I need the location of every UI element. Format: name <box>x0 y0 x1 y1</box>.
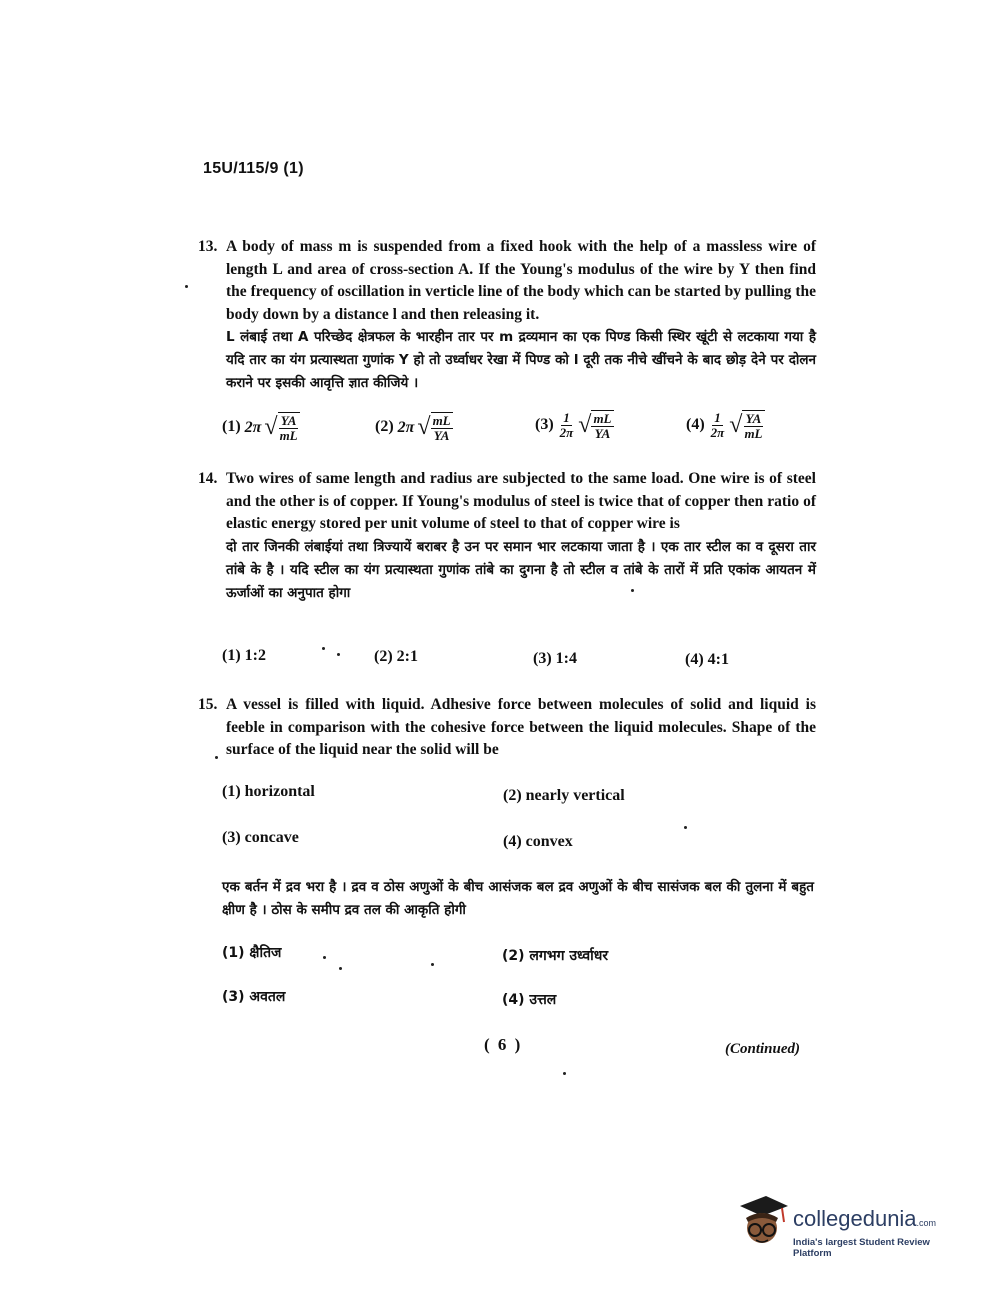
continued-label: (Continued) <box>725 1041 801 1057</box>
q15-option-2: (2) nearly vertical <box>503 787 625 804</box>
option-label: (2) <box>375 418 394 436</box>
page-number: ( 6 ) <box>484 1035 523 1054</box>
question-15 <box>198 694 816 762</box>
option-label: (1) <box>222 418 241 436</box>
formula-numerator: mL <box>432 413 451 428</box>
question-text-hindi: दो तार जिनकी लंबाईयां तथा त्रिज्यायें बराबर है उन पर समान भार लटकाया जाता है । एक तार स्टील का व दूसरा तार तांबे के है । यदि स्टील का यंग प्रत्यास्थता गुणांक तांबे का दुगना है तो स्टील व तांबे के तारों में प्रति एकांक आयतन में ऊर्जाओं का अनुपात होगा <box>226 538 816 601</box>
scan-speck <box>563 1072 566 1075</box>
brand-tagline: India's largest Student Review Platform <box>793 1237 930 1259</box>
question-number: 15. <box>198 696 218 713</box>
q13-option-4: (4) $\frac{1}{2\pi}$ √ $\frac{YA}{mL}$ <box>686 410 763 441</box>
scan-speck <box>185 285 188 288</box>
coefficient-numerator: 1 <box>714 410 721 425</box>
formula-denominator: mL <box>279 428 298 443</box>
q15-hindi-option-1: (1) क्षैतिज <box>222 945 282 961</box>
q15-hindi-option-3: (3) अवतल <box>222 989 286 1005</box>
scan-speck <box>684 826 687 829</box>
q15-hindi-option-4: (4) उत्तल <box>502 992 557 1008</box>
q13-option-3: (3) $\frac{1}{2\pi}$ √ $\frac{mL}{YA}$ <box>535 410 612 441</box>
scan-speck <box>337 653 340 656</box>
mascot-icon <box>732 1192 792 1254</box>
q15-hindi-option-2: (2) लगभग उर्ध्वाधर <box>502 948 609 964</box>
option-label: (3) <box>535 416 554 434</box>
scan-speck <box>339 967 342 970</box>
q14-option-2: (2) 2:1 <box>374 648 418 665</box>
q14-option-4: (4) 4:1 <box>685 651 729 668</box>
option-label: (4) <box>686 416 705 434</box>
question-number: 14. <box>198 470 218 487</box>
question-text-english: A body of mass m is suspended from a fixed hook with the help of a massless wire of length L and area of cross-section A. If the Young's modulus of the wire by Y then find the frequency of oscillation in verticle line of the body which can be started by pulling the body down by a distance l and then releasing it. <box>226 238 816 323</box>
question-13 <box>198 236 816 395</box>
formula-denominator: YA <box>594 426 611 441</box>
question-text-hindi: L लंबाई तथा A परिच्छेद क्षेत्रफल के भारहीन तार पर m द्रव्यमान का एक पिण्ड किसी स्थिर खूंटी से लटकाया गया है यदि तार का यंग प्रत्यास्थता गुणांक Y हो तो उर्ध्वाधर रेखा में पिण्ड को l दूरी तक नीचे खींचने के बाद छोड़ देने पर दोलन कराने पर इसकी आवृत्ति ज्ञात कीजिये । <box>226 329 816 391</box>
scan-speck <box>215 756 218 759</box>
scan-speck <box>631 589 634 592</box>
q13-option-2: (2) 2π √ $\frac{mL}{YA}$ <box>375 413 451 443</box>
question-number: 13. <box>198 238 218 255</box>
brand-suffix: .com <box>916 1218 937 1228</box>
q15-option-3: (3) concave <box>222 829 299 846</box>
question-14 <box>198 468 816 605</box>
coefficient-numerator: 1 <box>563 410 570 425</box>
collegedunia-watermark <box>732 1192 962 1262</box>
formula-coefficient: 2π <box>244 418 262 436</box>
q14-option-1: (1) 1:2 <box>222 647 266 664</box>
formula-denominator: YA <box>433 428 450 443</box>
q15-option-4: (4) convex <box>503 833 573 850</box>
q15-option-1: (1) horizontal <box>222 783 315 800</box>
coefficient-denominator: 2π <box>559 425 574 440</box>
scan-speck <box>322 647 325 650</box>
question-15-hindi: एक बर्तन में द्रव भरा है । द्रव व ठोस अणुओं के बीच आसंजक बल द्रव अणुओं के बीच सासंजक बल की तुलना में बहुत क्षीण है । ठोस के समीप द्रव तल की आकृति होगी <box>222 879 814 918</box>
q14-option-3: (3) 1:4 <box>533 650 577 667</box>
formula-numerator: YA <box>280 413 297 428</box>
formula-numerator: mL <box>593 411 612 426</box>
scan-speck <box>431 963 434 966</box>
question-text-english: Two wires of same length and radius are subjected to the same load. One wire is of steel and the other is of copper. If Young's modulus of steel is twice that of copper then ratio of elastic energy stored per unit volume of steel to that of copper wire is <box>226 470 816 532</box>
scan-speck <box>323 956 326 959</box>
formula-coefficient: 2π <box>397 418 415 436</box>
formula-numerator: YA <box>745 411 762 426</box>
formula-denominator: mL <box>744 426 763 441</box>
coefficient-denominator: 2π <box>710 425 725 440</box>
q13-option-1: (1) 2π √ $\frac{YA}{mL}$ <box>222 413 298 443</box>
paper-code: 15U/115/9 (1) <box>203 160 304 177</box>
question-text-english: A vessel is filled with liquid. Adhesive force between molecules of solid and liquid is feeble in comparison with the cohesive force between the liquid molecules. Shape of the surface of the liquid near the solid will be <box>226 696 816 758</box>
brand-name: collegedunia <box>793 1206 917 1231</box>
